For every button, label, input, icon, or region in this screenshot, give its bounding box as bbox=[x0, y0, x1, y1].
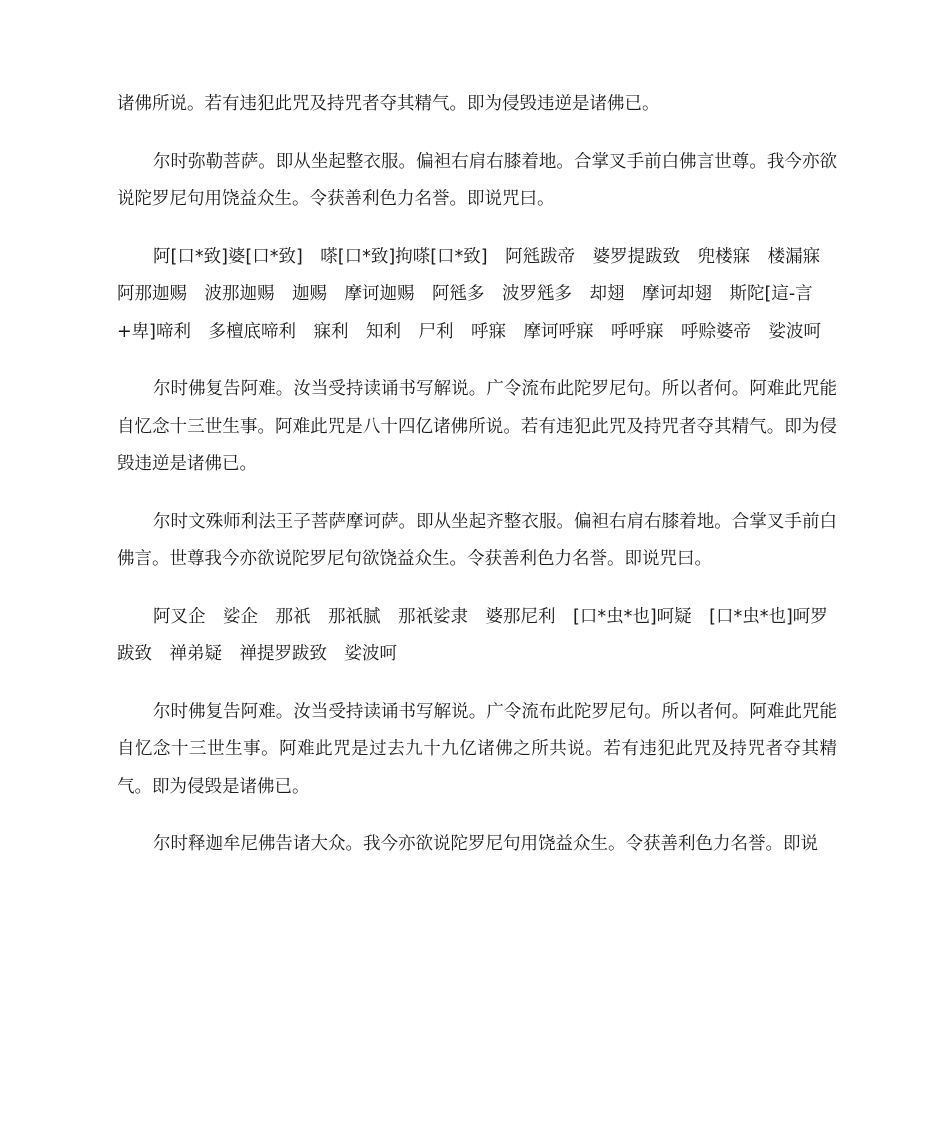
paragraph-8: 尔时释迦牟尼佛告诸大众。我今亦欲说陀罗尼句用饶益众生。令获善利色力名誉。即说 bbox=[153, 834, 818, 854]
paragraph-1: 诸佛所说。若有违犯此咒及持咒者夺其精气。即为侵毁违逆是诸佛已。 bbox=[117, 94, 660, 114]
document-page bbox=[117, 86, 837, 864]
paragraph-7: 尔时佛复告阿难。汝当受持读诵书写解说。广令流布此陀罗尼句。所以者何。阿难此咒能自忆念十三世生事。阿难此咒是过去九十九亿诸佛之所共说。若有违犯此咒及持咒者夺其精气。即为侵毁是诸佛已。 bbox=[117, 701, 837, 797]
paragraph-4: 尔时佛复告阿难。汝当受持读诵书写解说。广令流布此陀罗尼句。所以者何。阿难此咒能自忆念十三世生事。阿难此咒是八十四亿诸佛所说。若有违犯此咒及持咒者夺其精气。即为侵毁违逆是诸佛已。 bbox=[117, 379, 837, 474]
paragraph-5: 尔时文殊师利法王子菩萨摩诃萨。即从坐起齐整衣服。偏袒右肩右膝着地。合掌叉手前白佛言。世尊我今亦欲说陀罗尼句欲饶益众生。令获善利色力名誉。即说咒曰。 bbox=[117, 511, 837, 569]
mantra-paragraph-1: 阿[口*致]婆[口*致] 嗏[口*致]拘嗏[口*致] 阿毤跋帝 婆罗提跋致 兜楼寐 楼漏寐 阿那迦赐 波那迦赐 迦赐 摩诃迦赐 阿毤多 波罗毤多 却翅 摩诃却翅 斯陀[這-言+卑]啼利 多檀底啼利 寐利 知利 尸利 呼寐 摩诃呼寐 呼呼寐 呼赊婆帝 娑波呵 bbox=[117, 246, 838, 342]
paragraph-2: 尔时弥勒菩萨。即从坐起整衣服。偏袒右肩右膝着地。合掌叉手前白佛言世尊。我今亦欲说陀罗尼句用饶益众生。令获善利色力名誉。即说咒曰。 bbox=[117, 151, 837, 209]
mantra-paragraph-2: 阿叉企 娑企 那祇 那祇腻 那祇娑隶 婆那尼利 [口*虫*也]呵疑 [口*虫*也]呵罗跋致 禅弟疑 禅提罗跋致 娑波呵 bbox=[117, 606, 828, 664]
